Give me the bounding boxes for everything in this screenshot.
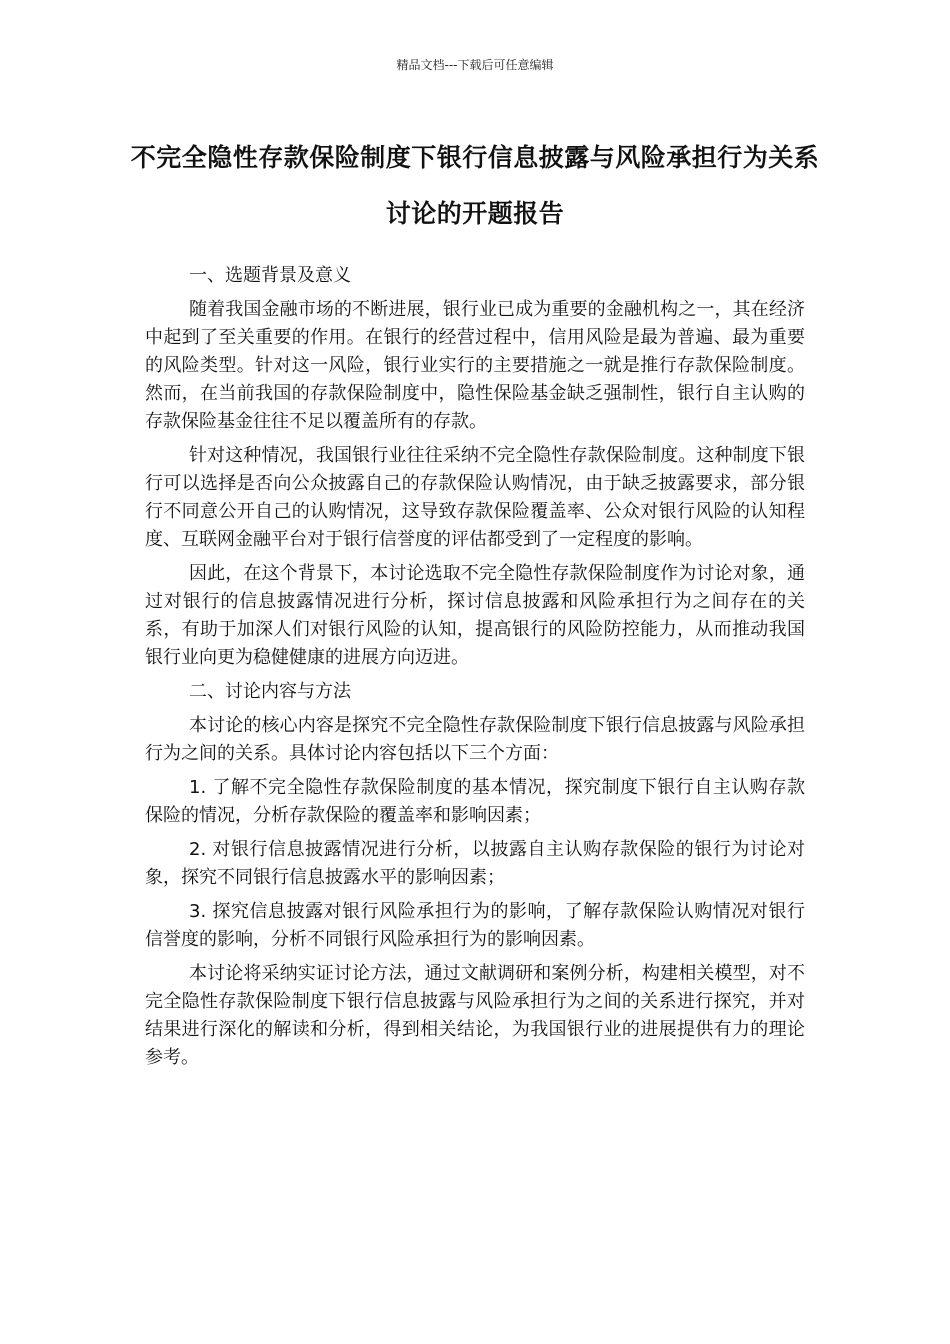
paragraph-content-item-2: 2. 对银行信息披露情况进行分析，以披露自主认购存款保险的银行为讨论对象，探究不同银行信息披露水平的影响因素；	[145, 839, 805, 888]
header-note: 精品文档---下载后可任意编辑	[396, 58, 554, 72]
paragraph-content-item-1: 1. 了解不完全隐性存款保险制度的基本情况，探究制度下银行自主认购存款保险的情况，分析存款保险的覆盖率和影响因素；	[145, 777, 805, 826]
document-title: 不完全隐性存款保险制度下银行信息披露与风险承担行为关系讨论的开题报告	[130, 143, 820, 228]
paragraph-background-1: 随着我国金融市场的不断进展，银行业已成为重要的金融机构之一，其在经济中起到了至关重要的作用。在银行的经营过程中，信用风险是最为普遍、最为重要的风险类型。针对这一风险，银行业实行的主要措施之一就是推行存款保险制度。然而，在当前我国的存款保险制度中，隐性保险基金缺乏强制性，银行自主认购的存款保险基金往往不足以覆盖所有的存款。	[145, 299, 805, 432]
section-heading-background: 一、选题背景及意义	[189, 265, 351, 286]
paragraph-content-item-3: 3. 探究信息披露对银行风险承担行为的影响，了解存款保险认购情况对银行信誉度的影响，分析不同银行风险承担行为的影响因素。	[145, 901, 805, 950]
paragraph-method: 本讨论将采纳实证讨论方法，通过文献调研和案例分析，构建相关模型，对不完全隐性存款保险制度下银行信息披露与风险承担行为之间的关系进行探究，并对结果进行深化的解读和分析，得到相关结论，为我国银行业的进展提供有力的理论参考。	[145, 963, 805, 1068]
paragraph-background-3: 因此，在这个背景下，本讨论选取不完全隐性存款保险制度作为讨论对象，通过对银行的信息披露情况进行分析，探讨信息披露和风险承担行为之间存在的关系，有助于加深人们对银行风险的认知，提高银行的风险防控能力，从而推动我国银行业向更为稳健健康的进展方向迈进。	[145, 563, 805, 668]
paragraph-background-2: 针对这种情况，我国银行业往往采纳不完全隐性存款保险制度。这种制度下银行可以选择是否向公众披露自己的存款保险认购情况，由于缺乏披露要求，部分银行不同意公开自己的认购情况，这导致存款保险覆盖率、公众对银行风险的认知程度、互联网金融平台对于银行信誉度的评估都受到了一定程度的影响。	[145, 445, 805, 550]
document-body	[145, 262, 805, 1078]
section-heading-content-method: 二、讨论内容与方法	[189, 681, 351, 702]
paragraph-content-intro: 本讨论的核心内容是探究不完全隐性存款保险制度下银行信息披露与风险承担行为之间的关系。具体讨论内容包括以下三个方面：	[145, 715, 805, 764]
